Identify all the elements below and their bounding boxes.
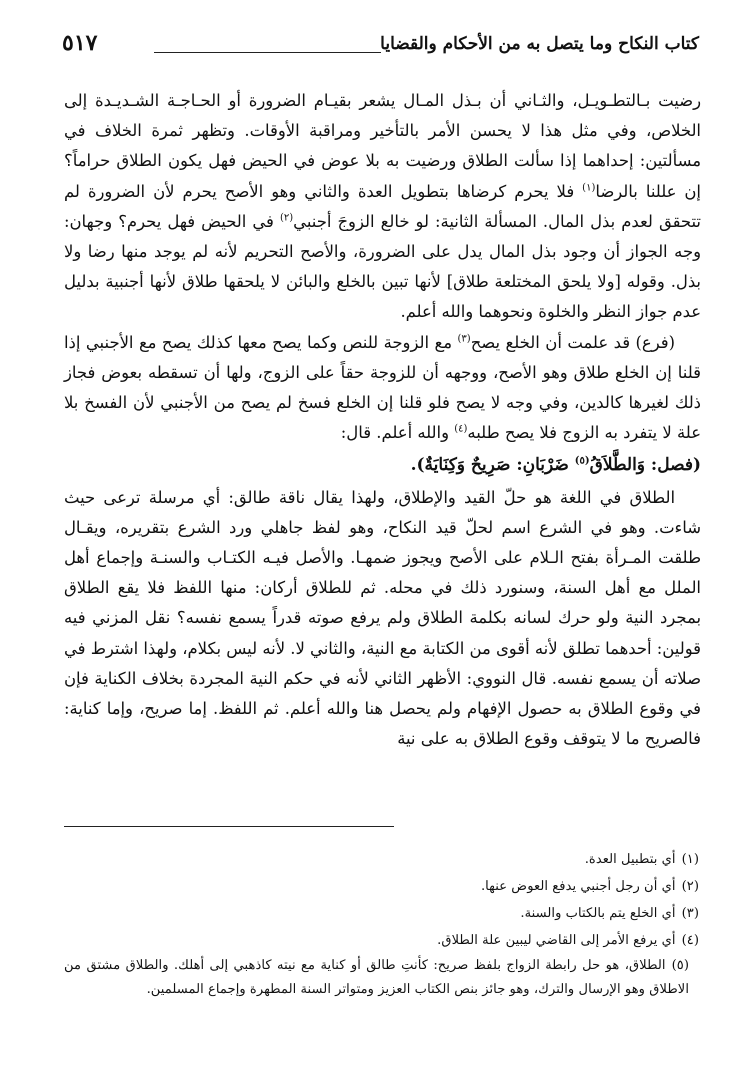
footnote-ref-3[interactable]: (٣) — [457, 333, 471, 345]
footnotes — [64, 846, 699, 1002]
footnote-ref-1[interactable]: (١) — [582, 182, 596, 194]
footnote-ref-4[interactable]: (٤) — [454, 423, 468, 435]
paragraph-1: رضيت بـالتطـويـل، والثـاني أن بـذل المـال يشعر بقيـام الضرورة أو الحـاجـة الشـديـدة إلى الخلاص، وفي مثل هذا لا يحسن الأمر بالتأخير ومراقبة الأوقات. وتظهر ثمرة الخلاف في مسألتين: إحداهما إذا سألت الطلاق ورضيت به بلا عوض في الحيض فهل يكون الطلاق حراماً؟ إن عللنا بالرضا$^{(١)}$ فلا يحرم كرضاها بتطويل العدة والثاني وهو الأصح يحرم لأن الضرورة لم تتحقق لعدم بذل المال. المسألة الثانية: لو خالع الزوجَ أجنبي$^{(٢)}$ في الحيض فهل يحرم؟ وجهان: وجه الجواز أن وجود بذل المال يدل على الضرورة، والأصح التحريم لأنه لم يوجد منها رضا ولا بذل. وقوله [ولا يلحق المختلعة طلاق] لأنها تبين بالخلع والبائن لا يلحقها طلاق لأنها أجنبية بدليل عدم جواز النظر والخلوة ونحوهما والله أعلم. — [64, 91, 701, 322]
running-title: كتاب النكاح وما يتصل به من الأحكام والقضايا — [380, 34, 699, 54]
header-rule — [154, 52, 381, 53]
page-header — [62, 30, 699, 70]
paragraph-far: (فرع) قد علمت أن الخلع يصح$^{(٣)}$ مع الزوجة للنص وكما يصح معها كذلك يصح مع الأجنبي إذا قلنا إن الخلع طلاق وهو الأصح، ووجهه أن للزوجة حقاً على الزوج، ولها أن تسقطه بعوض فجاز ذلك لغيرها كالدين، وفي وجه لا يصح فلو قلنا إن الخلع فسخ لم يصح من الأجنبي لأن الفسخ بلا علة لا يتفرد به الزوج فلا يصح طلبه$^{(٤)}$ والله أعلم. قال: — [64, 332, 701, 443]
footnote-ref-2[interactable]: (٢) — [279, 212, 294, 224]
footnote-1: (١)أي بتطبيل العدة. — [584, 852, 699, 867]
paragraph-3: الطلاق في اللغة هو حلّ القيد والإطلاق، ولهذا يقال ناقة طالق: أي مرسلة ترعى حيث شاءت. وهو في الشرع اسم لحلّ قيد النكاح، وهو لفظ جاهلي ورد الشرع بتقريره، ويقـال طلقت المـرأة بفتح الـلام على الأصح ويجوز ضمهـا. والأصل فيـه الكتـاب والسنـة وإجماع أهل الملل مع أهل السنة، وسنورد ذلك في محله. ثم للطلاق أركان: منها اللفظ فلا يقع الطلاق بمجرد النية ولو حرك لسانه بكلمة الطلاق ولم يرفع صوته قدراً يسمع نفسه؟ نقل المزني فيه قولين: أحدهما تطلق لأنه أقوى من الكتابة مع النية، والثاني لا. لأنه ليس بكلام، ولهذا اشترط في صلاته أن يسمع نفسه. قال النووي: الأظهر الثاني لأنه في حكم النية المجردة بخلاف الكناية فإن في وقوع الطلاق به حصول الإفهام ولم يحصل هنا والله أعلم. ثم اللفظ. إما صريح، وإما كناية: فالصريح ما لا يتوقف وقوع الطلاق به على نية — [64, 487, 701, 749]
footnote-ref-5[interactable]: (٥) — [574, 455, 590, 467]
footnote-3: (٣)أي الخلع يتم بالكتاب والسنة. — [520, 906, 699, 921]
main-text — [64, 86, 701, 754]
footnote-separator — [64, 826, 394, 827]
section-heading: (فصل: وَالطَّلاَقُ$^{(٥)}$ ضَرْبَانِ: صَرِيحٌ وَكِنَايَةٌ). — [410, 455, 701, 476]
page-number: ٥١٧ — [62, 30, 98, 56]
footnote-4: (٤)أي يرفع الأمر إلى القاضي ليبين علة الطلاق. — [437, 933, 699, 948]
footnote-5: (٥)الطلاق، هو حل رابطة الزواج بلفظ صريح: كأنتِ طالق أو كناية مع نيته كاذهبي إلى أهلك. والطلاق مشتق من الاطلاق وهو الإرسال والترك، وهو جائز بنص الكتاب العزيز ومتواتر السنة المطهرة وإجماع المسلمين. — [64, 958, 689, 997]
footnote-2: (٢)أي أن رجل أجنبي يدفع العوض عنها. — [480, 879, 699, 894]
